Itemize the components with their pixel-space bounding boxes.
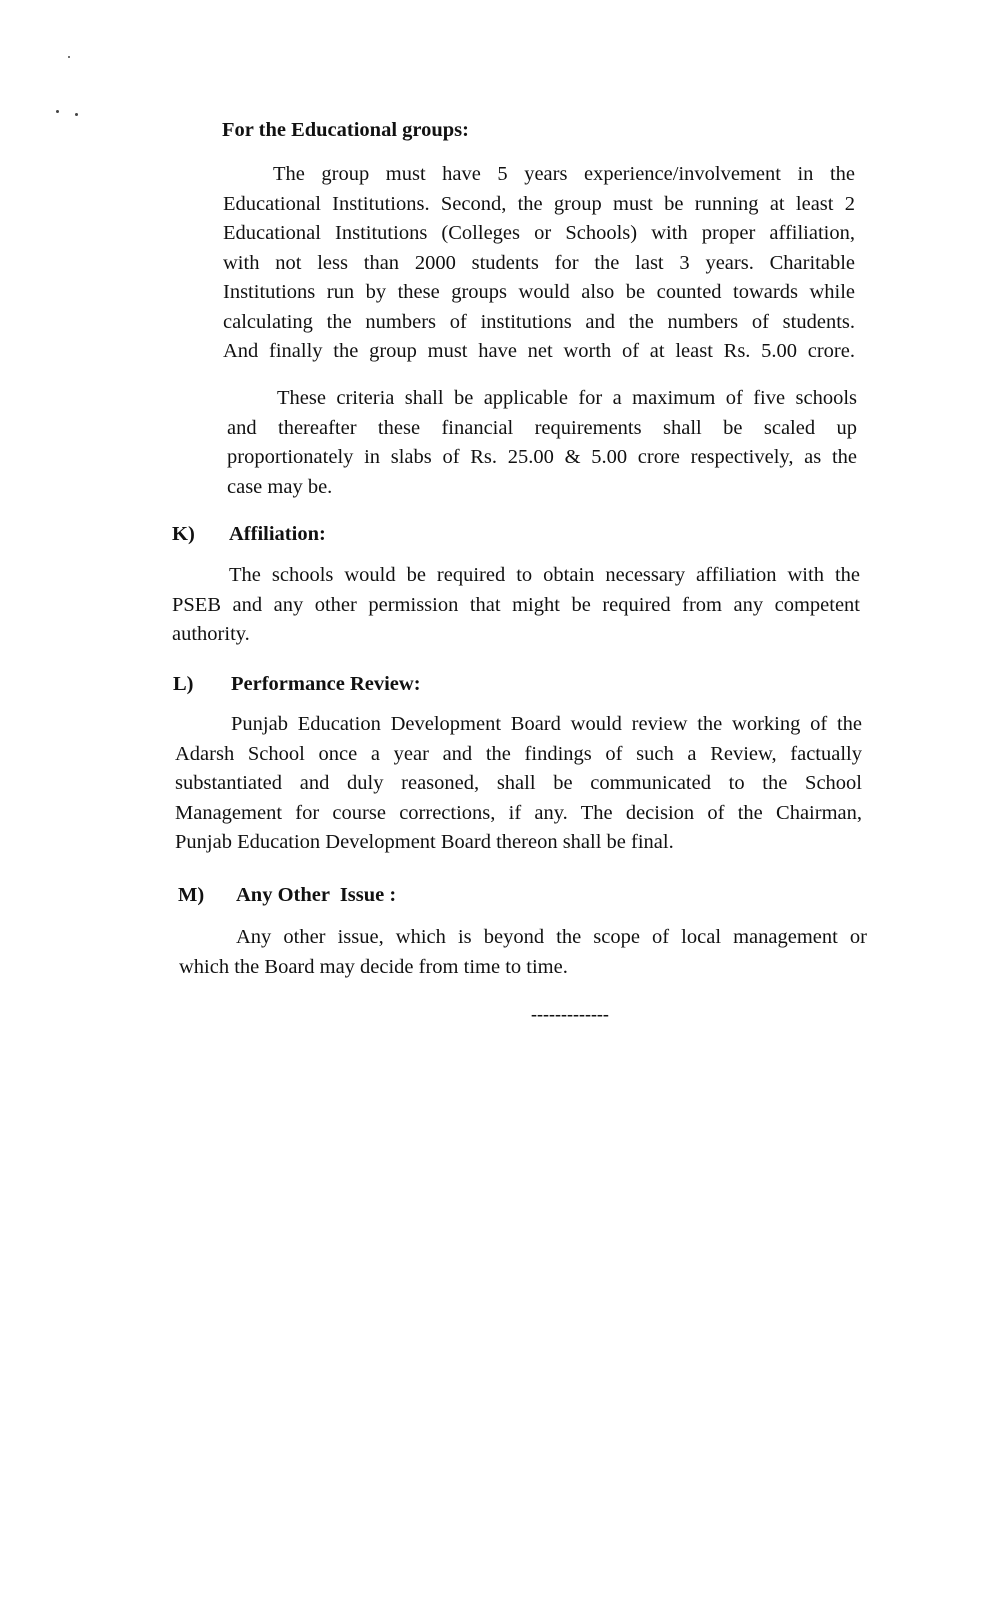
text-line: Punjab Education Development Board thereon shall be final. [175,831,674,853]
section-m-heading: Any Other Issue : [236,884,397,906]
text-line: and thereafter these financial requirements shall be scaled up [227,416,857,439]
text-line: calculating the numbers of institutions and the numbers of students. [223,310,855,333]
text-line: proportionately in slabs of Rs. 25.00 & 5.00 crore respectively, as the [227,446,857,468]
section-l-label: L) [173,673,194,695]
end-marker: ------------- [531,1004,609,1024]
text-line: The group must have 5 years experience/involvement in the [273,163,855,185]
text-line: case may be. [227,475,333,498]
section-k-heading: Affiliation: [229,523,326,545]
scan-speck [56,110,59,113]
section-k-paragraph [172,561,860,650]
text-line: PSEB and any other permission that might be required from any competent [172,593,860,616]
text-line: The schools would be required to obtain necessary affiliation with the [229,564,860,586]
text-line: authority. [172,623,250,645]
section-l-heading: Performance Review: [231,673,421,695]
text-line: Educational Institutions (Colleges or Schools) with proper affiliation, [223,222,855,244]
educational-groups-paragraph-2 [227,384,857,502]
educational-groups-heading: For the Educational groups: [222,119,469,141]
text-line: substantiated and duly reasoned, shall be communicated to the School [175,772,862,794]
text-line: with not less than 2000 students for the last 3 years. Charitable [223,251,855,274]
text-line: Educational Institutions. Second, the group must be running at least 2 [223,192,855,215]
section-l-paragraph [175,710,862,858]
section-m-label: M) [178,884,205,906]
text-line: Adarsh School once a year and the findings of such a Review, factually [175,742,862,765]
section-k-label: K) [172,523,195,545]
text-line: Management for course corrections, if any. The decision of the Chairman, [175,801,862,824]
text-line: And finally the group must have net worth of at least Rs. 5.00 crore. [223,340,855,362]
educational-groups-paragraph-1 [223,160,855,367]
section-m-paragraph [179,923,867,982]
text-line: Punjab Education Development Board would review the working of the [231,713,862,735]
text-line: Any other issue, which is beyond the scope of local management or [236,926,867,948]
text-line: These criteria shall be applicable for a maximum of five schools [277,387,857,409]
text-line: Institutions run by these groups would also be counted towards while [223,281,855,303]
scan-speck [75,113,78,116]
text-line: which the Board may decide from time to time. [179,955,568,978]
scan-speck [68,56,70,58]
